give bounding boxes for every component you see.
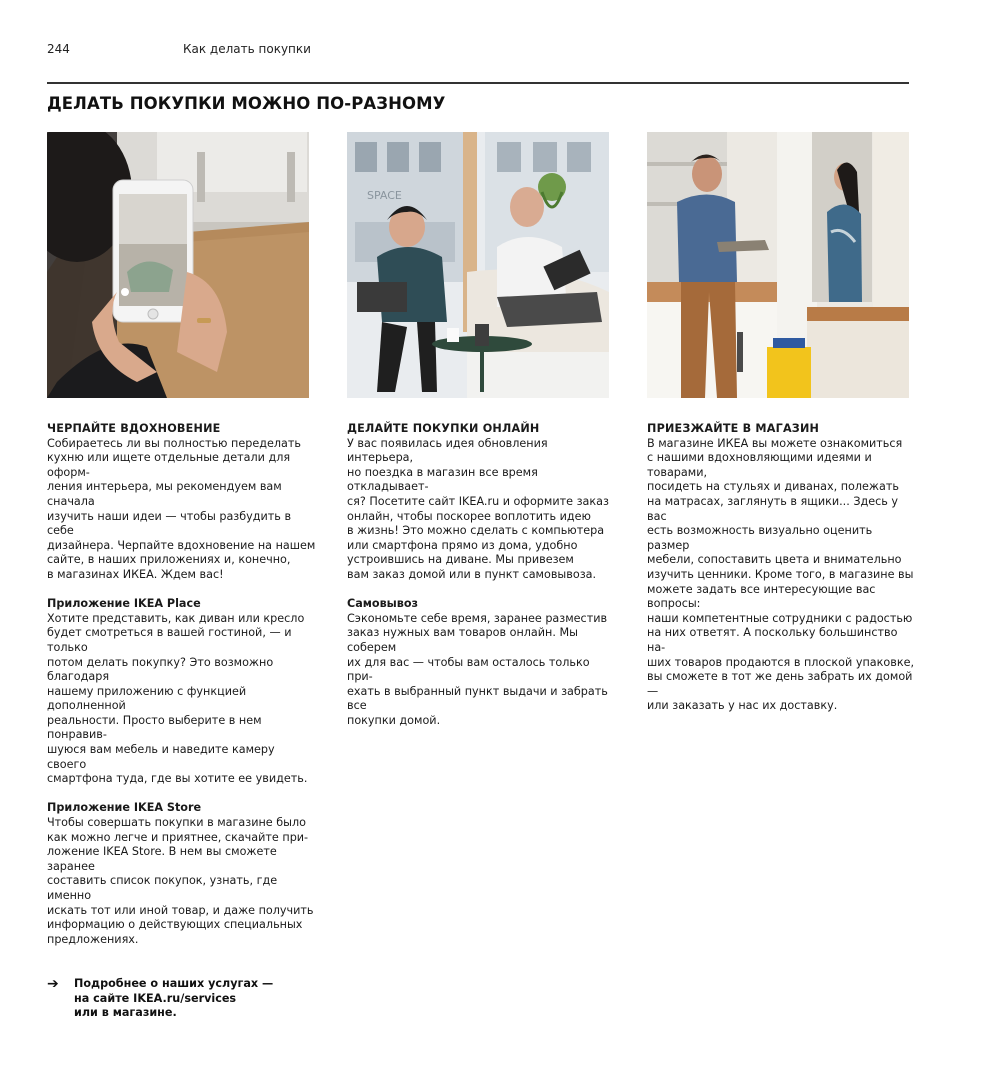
photo-in-store [647,132,909,398]
photo-online-shopping [347,132,609,398]
photo-ar-app-illustration [47,132,309,398]
page-title: ДЕЛАТЬ ПОКУПКИ МОЖНО ПО-РАЗНОМУ [47,94,446,113]
subsection-text: Хотите представить, как диван или кресло будет смотреться в вашей гостиной, — и только потом делать покупку? Это возможно благодаря нашему приложению с функцией дополненной реальности. Просто выберите в нем понравив- шуюся вам мебель и наведите камеру своего смартфона туда, где вы хотите ее увидеть. [47,611,308,786]
column-store [647,422,917,728]
photo-in-store-illustration [647,132,909,398]
header-divider [47,82,909,84]
column-intro: Собираетесь ли вы полностью переделать кухню или ищете отдельные детали для оформ- ления интерьера, мы рекомендуем вам сначала изучить наши идеи — чтобы разбудить в себе дизайнера. Черпайте вдохновение на нашем сайте, в наших приложениях и, конечно, в магазинах ИКЕА. Ждем вас! [47,436,316,581]
subsection-text: Чтобы совершать покупки в магазине было как можно легче и приятнее, скачайте при- ложение IKEA Store. В нем вы сможете заранее составить список покупок, узнать, где именно искать тот или иной товар, и даже получить информацию о действующих специальных предложениях. [47,816,314,946]
photo-window-sign: SPACE [367,189,402,202]
column-intro: У вас появилась идея обновления интерьера, но поездка в магазин все время откладывает- ся? Посетите сайт IKEA.ru и оформите заказ онлайн, чтобы поскорее воплотить идею в жизнь! Это можно сделать с компьютера или смартфона прямо из дома, удобно устроившись на диване. Мы привезем вам заказ домой или в пункт самовывоза. [347,436,609,581]
page-number: 244 [47,42,70,56]
footer-note-text: Подробнее о наших услугах — на сайте IKEA.ru/services или в магазине. [74,977,274,1020]
subsection-title: Самовывоз [347,597,419,611]
column-heading: ЧЕРПАЙТЕ ВДОХНОВЕНИЕ [47,422,221,435]
arrow-right-icon: ➔ [47,976,59,992]
subsection-title: Приложение IKEA Store [47,801,202,815]
photo-online-shopping-illustration [347,132,609,398]
column-heading: ПРИЕЗЖАЙТЕ В МАГАЗИН [647,422,820,435]
subsection-title: Приложение IKEA Place [47,597,201,611]
column-intro: В магазине ИКЕА вы можете ознакомиться с нашими вдохновляющими идеями и товарами, посидеть на стульях и диванах, полежать на матрасах, заглянуть в ящики... Здесь у вас есть возможность визуально оценить размер мебели, сопоставить цвета и внимательно изучить ценники. Кроме того, в магазине вы можете задать все интересующие вас вопросы: наши компетентные сотрудники с радостью на них ответят. А поскольку большинство на- ших товаров продаются в плоской упаковке, вы сможете в тот же день забрать их домой — или заказать у нас их доставку. [647,436,915,713]
photo-ar-app [47,132,309,398]
section-title: Как делать покупки [183,42,311,56]
subsection-text: Сэкономьте себе время, заранее разместив заказ нужных вам товаров онлайн. Мы соберем их для вас — чтобы вам осталось только при- ехать в выбранный пункт выдачи и забрать все покупки домой. [347,611,608,727]
column-heading: ДЕЛАЙТЕ ПОКУПКИ ОНЛАЙН [347,422,540,435]
column-online [347,422,617,743]
column-inspiration [47,422,317,962]
